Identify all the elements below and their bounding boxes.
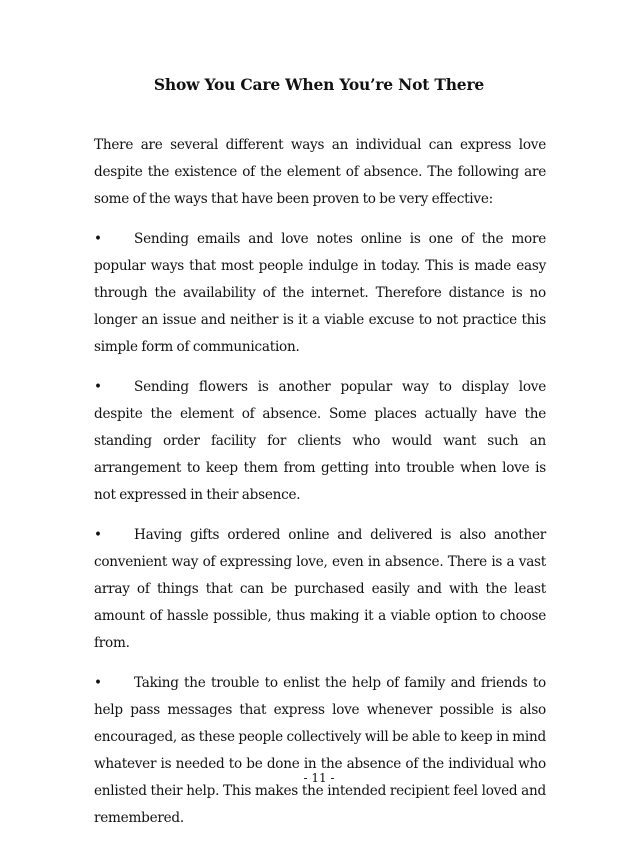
bullet-marker: •	[94, 231, 102, 247]
page-title: Show You Care When You’re Not There	[153, 75, 485, 94]
body-content	[94, 132, 546, 845]
bullet-item-text: Sending flowers is another popular way to display love despite the element of absence. Some places actually have the standing order facility for clients who would want such an arrangement to keep them from getting into trouble when love is not expressed in their absence.	[94, 379, 546, 503]
bullet-item	[94, 670, 546, 832]
bullet-item-text: Sending emails and love notes online is one of the more popular ways that most people indulge in today. This is made easy through the availability of the internet. Therefore distance is no longer an issue and neither is it a viable excuse to not practice this simple form of communication.	[94, 231, 546, 355]
bullet-marker: •	[94, 675, 102, 691]
bullet-item	[94, 226, 546, 361]
bullet-item	[94, 374, 546, 509]
bullet-marker: •	[94, 527, 102, 543]
intro-paragraph: There are several different ways an individual can express love despite the existence of the element of absence. The following are some of the ways that have been proven to be very effective:	[94, 137, 546, 207]
bullet-marker: •	[94, 379, 102, 395]
bullet-item	[94, 522, 546, 657]
bullet-item-text: Having gifts ordered online and delivered is also another convenient way of expressing love, even in absence. There is a vast array of things that can be purchased easily and with the least amount of hassle possible, thus making it a viable option to choose from.	[94, 527, 546, 651]
page-number: - 11 -	[303, 771, 335, 785]
bullet-item-text: Taking the trouble to enlist the help of family and friends to help pass messages that express love whenever possible is also encouraged, as these people collectively will be able to keep in mind whatever is needed to be done in the absence of the individual who enlisted their help. This makes the intended recipient feel loved and remembered.	[94, 675, 546, 826]
